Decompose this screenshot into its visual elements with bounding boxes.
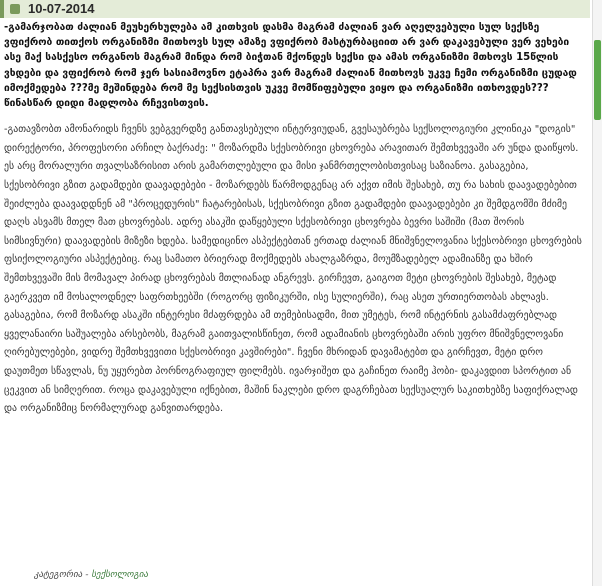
vertical-scrollbar[interactable] [592,0,602,586]
answer-text: -გათავზობთ ამონარიდს ჩვენს ვებგვერდზე განთავსებული ინტერვიუდან, გვესაუბრება სექსოლოგიური კლინიკა "დოგის" დირექტორი, პროფესორი არჩილ ბაქრაძე: " მოზარდმა სქესობრივი ცხოვრება არავითარ შემთხვევაში არ უნდა დაიწყოს. ეს არც მორალური თვალსაზრისით არის გამართლებული და მისი ჯანმრთელობისთვისაც საზიანოა. გასაგებია, სქესობრივი გზით გადამდები დაავადებები - მოზარდებს წარმოდგენაც არ აქვთ იმის შესახებ, თუ რა სახის დაავადებებით შეიძლება დაავადდნენ ამ "პროცედურის" ჩატარებისას, სქესობრივი გზით გადამდები დაავადებები კი შემდგომში მძიმე დაღს ასვამს მთელ მათ ცხოვრებას. ადრე ასაკში დაწყებული სქესობრივი ცხოვრება ბევრი საშიში (მათ შორის სიმსივნური) დაავადების მიზეზი ხდება. სამედიცინო ასპექტებთან ერთად ძალიან მნიშვნელოვანია სქესობრივი ცხოვრების ფსიქოლოგიური ასპექტებიც. რაც სამათო ბრიერად მოქმედებს ახალგაზრდა, მოუმზადებელ ადამიანზე და ხშირ შემთხვევაში მის მომავალ პირად ცხოვრებას მთლიანად ანგრევს. გირჩევთ, გაიგოთ მეტი ცხოვრების შესახებ, მეტად გაერკვეთ იმ მოსალოდნელ საფრთხეებში (როგორც ფიზიკურში, ისე სულიერში), რაც ასეთ ურთიერთობას ახლავს. გასაგებია, რომ მოზარდ ასაკში ინტერესი მძაფრდება ამ თემებისადმი, მით უმეტეს, რომ ინტერნის გასამძაფრებლად ყველანაირი საშუალება არსებობს, მაგრამ გაითვალისწინეთ, რომ ადამიანის ცხოვრებაში არის უფრო მნიშვნელოვანი ღირებულებები, ვიდრე შემთხვევითი სქესობრივი კავშირები". ჩვენი მხრიდან დავამატებთ და გირჩევთ, მეტი დრო დაუთმეთ სწავლას, ნუ უყურებთ პორნოგრაფიულ ფილმებს. ივარჯიშეთ და გაჩინეთ რაიმე ჰობი- დაკავდით სპორტით ან ცეკვით ან სიმღერით. როცა დაკავებული იქნებით, მაშინ ნაკლები დრო დაგრჩებათ სექსუალურ საკითხებზე საფიქრალად და ორგანიზმიც ნორმალურად განვითარდება. [4,124,582,415]
question-text: -გამარჯობათ ძალიან მეუხერხულება ამ კითხვის დასმა მაგრამ ძალიან ვარ აღელვებული სულ სექსზე ვფიქრობ თითქოს ორგანიზმი მითხოვს სულ ამაზე ვფიქრობ მასტურბაციით არ ვარ დაკავებული ვერ ვეხები ასე მაქ სასქესო ორგანოს მაგრამ მინდა რომ ბიჭთან მქონდეს სექსი და ამას ორგანიზმი მთხოვს 15წლის ვხდები და ვფიქრობ რომ ჯერ სასიამოვნო ეტაპრა ვარ მაგრამ ძალიან მითხოვს უკვე ჩემი ორგანიზმი ცუდად იმოქმედება ???მე მეშინდება რომ მე სექსისთვის უკვე მომწიფებული ვიყო და ორგანიზმი ითხოვდეს??? წინასწარ დიდი მადლობა რჩევისთვის. [4,22,577,110]
calendar-icon [10,4,20,14]
category-label: კატეგორია [34,570,83,580]
post-date-bar [0,0,590,18]
category-separator: - [82,570,92,580]
post-content [0,20,590,419]
category-line [34,570,148,580]
category-link[interactable]: სექსოლოგია [91,570,149,580]
post-date: 10-07-2014 [28,1,95,16]
scrollbar-thumb[interactable] [594,40,601,120]
